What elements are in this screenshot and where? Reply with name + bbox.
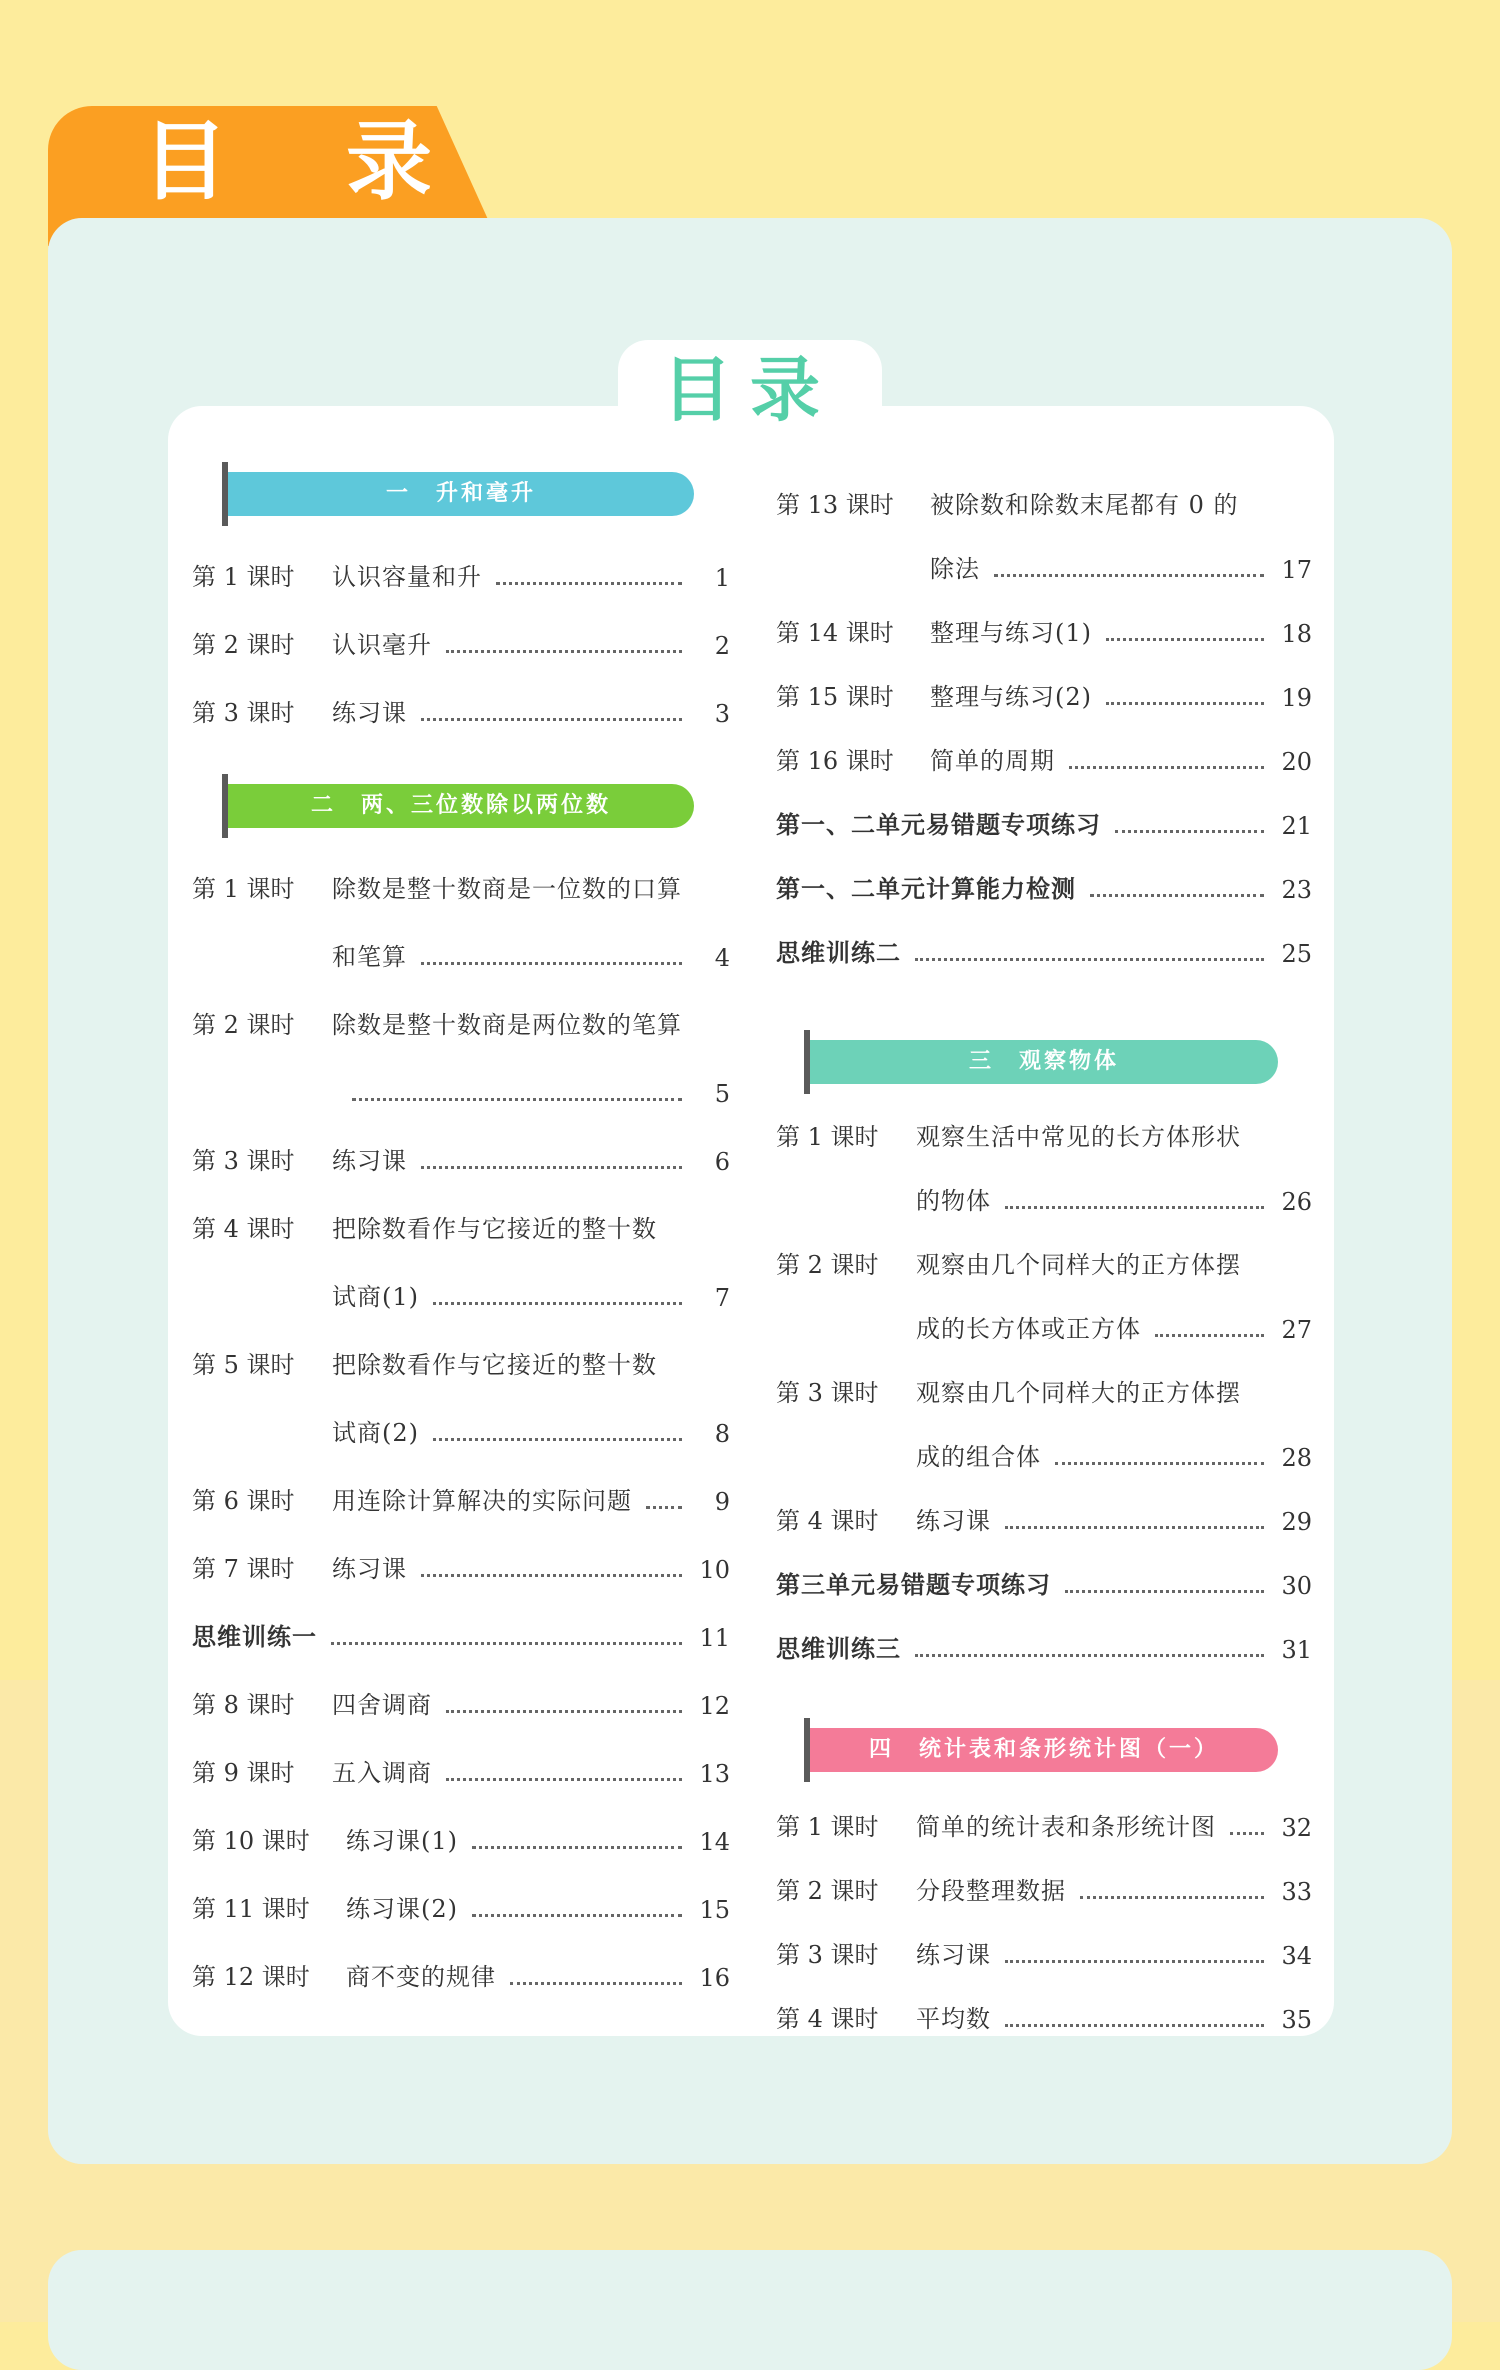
lesson-title-continued: 成的组合体 [916,1443,1041,1471]
unit-title: 三 观察物体 [968,1049,1119,1074]
lesson-title: 整理与练习(1) [930,619,1092,647]
lesson-label: 第 2 课时 [192,631,295,659]
lesson-title: 观察由几个同样大的正方体摆 [916,1251,1241,1279]
lesson-title-continued: 试商(1) [332,1283,419,1311]
page-number: 4 [714,944,730,972]
dot-leader [1005,1206,1264,1209]
toc-entry[interactable] [776,1536,1312,1600]
toc-entry[interactable] [776,648,1312,712]
dot-leader [1155,1334,1264,1337]
unit-banner-1 [228,472,694,516]
page-number: 26 [1281,1188,1312,1216]
lesson-label: 第 4 课时 [192,1215,295,1243]
page-number: 33 [1281,1878,1312,1906]
toc-entry[interactable] [776,1472,1312,1536]
lesson-title: 四舍调商 [332,1691,432,1719]
toc-entry[interactable] [192,524,730,592]
dot-leader [1069,766,1264,769]
lesson-label: 第 3 课时 [192,1147,295,1175]
lesson-title: 思维训练一 [192,1623,317,1651]
lesson-title: 练习课 [916,1507,991,1535]
dot-leader [915,958,1264,961]
unit-banner-3 [810,1040,1278,1084]
lesson-label: 第 3 课时 [192,699,295,727]
lesson-label: 第 4 课时 [776,1507,879,1535]
toc-entry [776,456,1312,520]
dot-leader [352,1098,682,1101]
lesson-label: 第 14 课时 [776,619,894,647]
lesson-title: 把除数看作与它接近的整十数 [332,1351,657,1379]
dot-leader [421,1574,682,1577]
lesson-label: 第 2 课时 [776,1877,879,1905]
page-number: 12 [699,1692,730,1720]
dot-leader [433,1438,682,1441]
dot-leader [646,1506,682,1509]
lesson-label: 第 1 课时 [776,1813,879,1841]
lesson-title: 把除数看作与它接近的整十数 [332,1215,657,1243]
lesson-label: 第 7 课时 [192,1555,295,1583]
lesson-label: 第 16 课时 [776,747,894,775]
lesson-title: 练习课 [332,699,407,727]
lesson-title: 平均数 [916,2005,991,2033]
dot-leader [510,1982,682,1985]
lesson-title-continued: 的物体 [916,1187,991,1215]
page-number: 3 [714,700,730,728]
lesson-title: 简单的统计表和条形统计图 [916,1813,1216,1841]
page-number: 25 [1281,940,1312,968]
unit-banner-2 [228,784,694,828]
toc-entry-continued[interactable] [776,1152,1312,1216]
toc-entry [776,1344,1312,1408]
toc-entry[interactable] [776,1600,1312,1664]
toc-entry[interactable] [776,904,1312,968]
toc-entry[interactable] [192,592,730,660]
dot-leader [1080,1896,1264,1899]
lesson-title: 除数是整十数商是两位数的笔算 [332,1011,682,1039]
lesson-title: 认识容量和升 [332,563,482,591]
toc-entry-continued[interactable] [192,1380,730,1448]
toc-entry-continued[interactable] [776,1408,1312,1472]
toc-entry[interactable] [776,1778,1312,1842]
lesson-title: 观察由几个同样大的正方体摆 [916,1379,1241,1407]
lesson-title: 练习课 [332,1555,407,1583]
toc-right-column [776,456,1312,2034]
lesson-label: 第 13 课时 [776,491,894,519]
dot-leader [1005,1960,1264,1963]
lesson-label: 第 2 课时 [192,1011,295,1039]
lesson-title: 练习课 [332,1147,407,1175]
dot-leader [994,574,1264,577]
lesson-title: 用连除计算解决的实际问题 [332,1487,632,1515]
toc-entry[interactable] [192,1788,730,1856]
toc-entry [776,1088,1312,1152]
page-number: 19 [1281,684,1312,712]
lesson-title: 练习课 [916,1941,991,1969]
lesson-title-continued: 除法 [930,555,980,583]
toc-entry[interactable] [776,712,1312,776]
lesson-title-continued: 和笔算 [332,943,407,971]
page-number: 13 [699,1760,730,1788]
dot-leader [1005,1526,1264,1529]
page-number: 17 [1281,556,1312,584]
dot-leader [915,1654,1264,1657]
lesson-title: 练习课(2) [346,1895,458,1923]
page-number: 27 [1281,1316,1312,1344]
lesson-title: 第一、二单元计算能力检测 [776,875,1076,903]
page-number: 32 [1281,1814,1312,1842]
page-number: 14 [699,1828,730,1856]
toc-entry-continued[interactable] [192,1040,730,1108]
header-title: 目 录 [142,112,476,212]
lesson-title: 整理与练习(2) [930,683,1092,711]
dot-leader [331,1642,682,1645]
lesson-title: 被除数和除数末尾都有 0 的 [930,491,1239,519]
page-number: 23 [1281,876,1312,904]
page-number: 18 [1281,620,1312,648]
next-panel [48,2250,1452,2370]
toc-entry-continued[interactable] [776,520,1312,584]
page-number: 5 [714,1080,730,1108]
page-number: 11 [699,1624,730,1652]
lesson-title: 第一、二单元易错题专项练习 [776,811,1101,839]
unit1-list [192,524,730,728]
unit2-list [192,836,730,1992]
dot-leader [1230,1832,1264,1835]
toc-entry[interactable] [192,1108,730,1176]
toc-entry[interactable] [192,1856,730,1924]
toc-entry-continued[interactable] [776,1280,1312,1344]
page-number: 8 [714,1420,730,1448]
lesson-label: 第 2 课时 [776,1251,879,1279]
toc-entry[interactable] [192,1652,730,1720]
toc-entry[interactable] [192,1448,730,1516]
toc-entry[interactable] [776,1842,1312,1906]
lesson-label: 第 10 课时 [192,1827,310,1855]
unit3-list [776,1088,1312,1664]
dot-leader [1065,1590,1264,1593]
toc-entry[interactable] [192,1720,730,1788]
dot-leader [1106,638,1264,641]
unit-title: 二 两、三位数除以两位数 [310,793,611,818]
toc-entry[interactable] [192,1584,730,1652]
lesson-label: 第 3 课时 [776,1941,879,1969]
toc-left-column [192,472,730,1992]
page-number: 28 [1281,1444,1312,1472]
page-number: 31 [1281,1636,1312,1664]
lesson-label: 第 3 课时 [776,1379,879,1407]
unit4-list [776,1778,1312,2034]
dot-leader [421,1166,682,1169]
unit-banner-4 [810,1728,1278,1772]
toc-entry [776,1216,1312,1280]
toc-entry[interactable] [192,1924,730,1992]
toc-entry [192,1176,730,1244]
page-number: 6 [714,1148,730,1176]
lesson-label: 第 12 课时 [192,1963,310,1991]
lesson-label: 第 9 课时 [192,1759,295,1787]
lesson-title: 观察生活中常见的长方体形状 [916,1123,1241,1151]
lesson-title: 思维训练三 [776,1635,901,1663]
lesson-title: 分段整理数据 [916,1877,1066,1905]
dot-leader [496,582,682,585]
dot-leader [1115,830,1264,833]
dot-leader [472,1846,682,1849]
lesson-label: 第 4 课时 [776,2005,879,2033]
page-number: 7 [714,1284,730,1312]
sheet-title: 目录 [662,349,838,431]
unit2-continued-list [776,456,1312,968]
toc-entry [192,972,730,1040]
lesson-label: 第 11 课时 [192,1895,310,1923]
page-number: 10 [699,1556,730,1584]
lesson-title-continued: 试商(2) [332,1419,419,1447]
toc-entry[interactable] [776,776,1312,840]
page-number: 29 [1281,1508,1312,1536]
dot-leader [472,1914,682,1917]
toc-entry[interactable] [776,1906,1312,1970]
lesson-title: 练习课(1) [346,1827,458,1855]
dot-leader [1005,2024,1264,2027]
toc-entry [192,1312,730,1380]
page-number: 1 [714,564,730,592]
page-number: 21 [1281,812,1312,840]
unit-title: 四 统计表和条形统计图（一） [868,1737,1219,1762]
lesson-title: 认识毫升 [332,631,432,659]
lesson-title: 第三单元易错题专项练习 [776,1571,1051,1599]
dot-leader [446,650,682,653]
lesson-title: 除数是整十数商是一位数的口算 [332,875,682,903]
lesson-label: 第 1 课时 [192,875,295,903]
toc-entry[interactable] [776,584,1312,648]
dot-leader [433,1302,682,1305]
dot-leader [446,1710,682,1713]
toc-entry[interactable] [192,1516,730,1584]
lesson-label: 第 1 课时 [776,1123,879,1151]
dot-leader [1106,702,1264,705]
lesson-label: 第 15 课时 [776,683,894,711]
toc-entry-continued[interactable] [192,904,730,972]
page-number: 16 [699,1964,730,1992]
lesson-title: 商不变的规律 [346,1963,496,1991]
dot-leader [421,718,682,721]
lesson-label: 第 8 课时 [192,1691,295,1719]
toc-entry [192,836,730,904]
lesson-label: 第 6 课时 [192,1487,295,1515]
dot-leader [446,1778,682,1781]
page-number: 34 [1281,1942,1312,1970]
page-number: 2 [714,632,730,660]
toc-entry-continued[interactable] [192,1244,730,1312]
page-number: 35 [1281,2006,1312,2034]
toc-entry[interactable] [192,660,730,728]
dot-leader [1090,894,1264,897]
lesson-title-continued: 成的长方体或正方体 [916,1315,1141,1343]
lesson-title: 思维训练二 [776,939,901,967]
page-number: 30 [1281,1572,1312,1600]
page-number: 15 [699,1896,730,1924]
dot-leader [421,962,682,965]
toc-entry[interactable] [776,840,1312,904]
unit-title: 一 升和毫升 [385,481,536,506]
page-number: 9 [714,1488,730,1516]
dot-leader [1055,1462,1264,1465]
lesson-label: 第 5 课时 [192,1351,295,1379]
lesson-title: 五入调商 [332,1759,432,1787]
page-number: 20 [1281,748,1312,776]
lesson-title: 简单的周期 [930,747,1055,775]
lesson-label: 第 1 课时 [192,563,295,591]
toc-entry[interactable] [776,1970,1312,2034]
